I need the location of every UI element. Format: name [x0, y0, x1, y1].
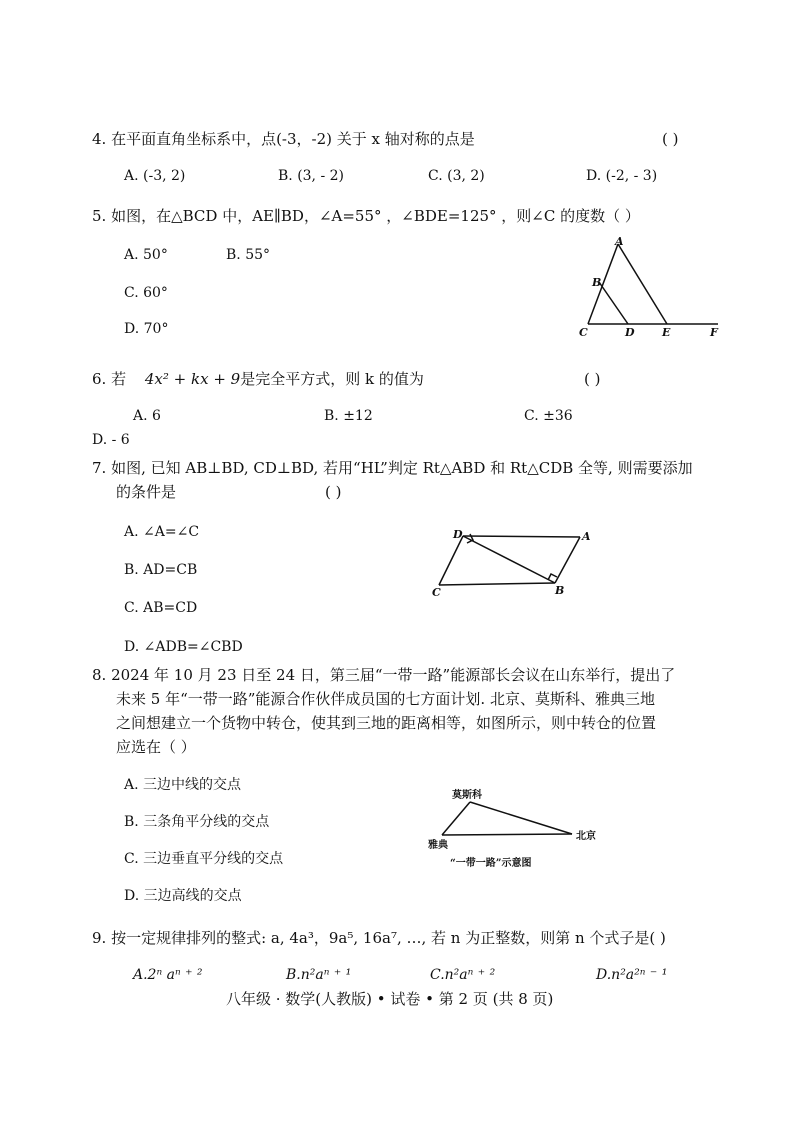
q8-figure-caption: “一带一路”示意图	[450, 858, 532, 869]
q9-option-a: A.2ⁿ aⁿ ⁺ ²	[133, 967, 203, 983]
q5-label-a: A	[615, 235, 624, 248]
segment-bd	[599, 282, 628, 324]
q6-prefix: 6. 若	[92, 370, 127, 388]
q4-stem: 4. 在平面直角坐标系中，点(-3，-2) 关于 x 轴对称的点是	[92, 130, 475, 148]
page-footer: 八年级 · 数学(人教版) • 试卷 • 第 2 页 (共 8 页)	[226, 990, 554, 1008]
q5-label-d: D	[625, 326, 635, 339]
q8-label-athens: 雅典	[428, 840, 448, 851]
segment-cd	[439, 536, 463, 585]
q5-option-b: B. 55°	[226, 247, 271, 263]
q7-option-b: B. AD=CB	[124, 562, 198, 578]
q5-label-c: C	[579, 326, 588, 339]
q9-option-d: D.n²a²ⁿ ⁻ ¹	[596, 967, 668, 983]
q7-option-a: A. ∠A=∠C	[124, 524, 200, 540]
q6-option-d: D. - 6	[92, 432, 130, 448]
q7-label-b: B	[555, 584, 565, 597]
q7-stem-line1: 7. 如图, 已知 AB⊥BD, CD⊥BD, 若用“HL”判定 Rt△ABD 和 Rt△CDB 全等, 则需要添加	[92, 459, 693, 477]
q7-label-d: D	[453, 528, 463, 541]
q4-option-c: C. (3, 2)	[428, 168, 485, 184]
q6-option-c: C. ±36	[524, 408, 573, 424]
q8-label-beijing: 北京	[576, 831, 596, 842]
right-angle-mark-b	[548, 574, 557, 580]
q7-parallelogram-figure	[425, 524, 600, 602]
q9-stem: 9. 按一定规律排列的整式: a, 4a³，9a⁵, 16a⁷, …, 若 n 为正整数，则第 n 个式子是( )	[92, 929, 666, 947]
q8-option-c: C. 三边垂直平分线的交点	[124, 851, 284, 867]
q5-option-c: C. 60°	[124, 285, 168, 301]
q5-option-a: A. 50°	[124, 247, 168, 263]
q9-option-c: C.n²aⁿ ⁺ ²	[430, 967, 496, 983]
q8-option-a: A. 三边中线的交点	[124, 777, 242, 793]
q7-answer-paren: ( )	[325, 483, 342, 501]
segment-ab	[555, 537, 580, 583]
segment-db	[463, 536, 555, 583]
q5-label-f: F	[710, 326, 718, 339]
q6-option-a: A. 6	[133, 408, 161, 424]
q7-label-a: A	[582, 530, 591, 543]
q8-stem-line4: 应选在（ ）	[116, 738, 196, 756]
q4-option-a: A. (-3, 2)	[124, 168, 186, 184]
q8-option-d: D. 三边高线的交点	[124, 888, 242, 904]
q6-option-b: B. ±12	[324, 408, 373, 424]
q5-triangle-figure	[570, 230, 730, 342]
q6-expression: 4x² + kx + 9	[144, 370, 241, 388]
q8-stem-line2: 未来 5 年“一带一路”能源合作伙伴成员国的七方面计划. 北京、莫斯科、雅典三地	[116, 690, 655, 708]
q8-map-triangle-figure	[420, 782, 615, 872]
q5-stem: 5. 如图，在△BCD 中，AE∥BD，∠A=55° ，∠BDE=125° ，则∠C 的度数（ ）	[92, 207, 640, 225]
q7-label-c: C	[432, 586, 441, 599]
q7-option-d: D. ∠ADB=∠CBD	[124, 639, 243, 655]
q6-stem	[92, 369, 424, 389]
q5-label-e: E	[662, 326, 671, 339]
q8-label-moscow: 莫斯科	[452, 790, 482, 801]
segment-moscow-athens	[442, 802, 470, 835]
q5-label-b: B	[592, 276, 602, 289]
q4-answer-paren: ( )	[662, 130, 679, 148]
segment-moscow-beijing	[470, 802, 572, 834]
q8-stem-line3: 之间想建立一个货物中转仓，使其到三地的距离相等，如图所示，则中转仓的位置	[116, 714, 657, 732]
q6-answer-paren: ( )	[584, 370, 601, 388]
q8-option-b: B. 三条角平分线的交点	[124, 814, 270, 830]
segment-da	[463, 536, 580, 537]
q4-option-b: B. (3, - 2)	[278, 168, 345, 184]
segment-athens-beijing	[442, 834, 572, 835]
q6-suffix: 是完全平方式，则 k 的值为	[240, 370, 424, 388]
q7-option-c: C. AB=CD	[124, 600, 198, 616]
segment-bc	[439, 583, 555, 585]
q7-stem-line2: 的条件是	[116, 483, 177, 501]
q5-option-d: D. 70°	[124, 321, 169, 337]
q4-option-d: D. (-2, - 3)	[586, 168, 658, 184]
segment-ae	[618, 244, 667, 324]
q9-option-b: B.n²aⁿ ⁺ ¹	[286, 967, 352, 983]
q8-stem-line1: 8. 2024 年 10 月 23 日至 24 日，第三届“一带一路”能源部长会议在山东举行，提出了	[92, 666, 676, 684]
